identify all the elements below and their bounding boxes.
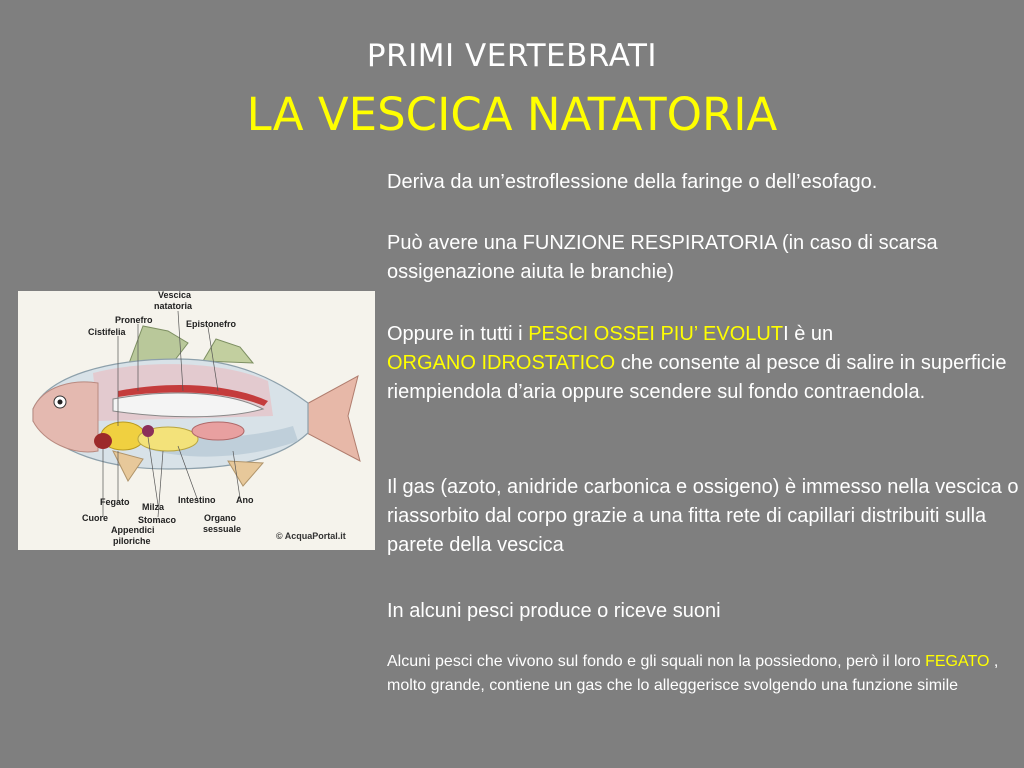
highlight-hydrostatic-organ: ORGANO IDROSTATICO [387,352,616,374]
fish-pupil [58,400,63,405]
gonad-organ [192,422,244,440]
hydrostatic-text-c: I è un [783,323,834,345]
label-vescica-1: Vescica [158,291,192,300]
tail-fin [303,376,360,461]
highlight-fegato: FEGATO [925,653,990,670]
slide-subtitle: LA VESCICA NATATORIA [246,88,778,141]
label-epistonefro: Epistonefro [186,319,237,329]
fish-head [33,382,98,452]
label-appendici-1: Appendici [111,525,155,535]
heart-organ [94,433,112,449]
hydrostatic-text-a: Oppure in tutti i [387,323,529,345]
label-appendici-2: piloriche [113,536,151,546]
paragraph-sounds: In alcuni pesci produce o riceve suoni [387,600,721,622]
label-stomaco: Stomaco [138,515,177,525]
slide-title: PRIMI VERTEBRATI [366,38,658,74]
label-cistifelia: Cistifelia [88,327,126,337]
label-cuore: Cuore [82,513,109,523]
hydrostatic-text-e: che consente al pesce di salire in superficie riempiendola d’aria oppure scendere sul fondo contraendola. [387,352,1007,403]
paragraph-gas: Il gas (azoto, anidride carbonica e ossigeno) è immesso nella vescica o riassorbito dal corpo grazie a una fitta rete di capillari distribuiti sulla parete della vescica [387,476,1019,556]
fish-anatomy-figure [18,291,375,550]
anal-fin [228,461,263,486]
liver-text-a: Alcuni pesci che vivono sul fondo e gli squali non la possiedono, però il loro [387,653,926,670]
label-fegato: Fegato [100,497,130,507]
paragraph-respiratory: Può avere una FUNZIONE RESPIRATORIA (in caso di scarsa ossigenazione aiuta le branchie) [387,232,938,283]
label-intestino: Intestino [178,495,216,505]
label-organo-2: sessuale [203,524,242,534]
fish-anatomy-illustration [18,291,375,550]
paragraph-liver [387,650,1021,698]
figure-credit: © AcquaPortal.it [276,531,346,541]
liver-text-c: , molto grande, contiene un gas che lo alleggerisce svolgendo una funzione simile [387,653,999,694]
label-pronefro: Pronefro [115,315,153,325]
paragraph-hydrostatic [387,320,1021,407]
label-organo-1: Organo [204,513,237,523]
label-ano: Ano [236,495,254,505]
spleen-organ [142,425,154,437]
paragraph-origin: Deriva da un’estroflessione della faringe o dell’esofago. [387,171,878,193]
highlight-bony-fish: PESCI OSSEI PIU’ EVOLUT [528,323,784,345]
label-milza: Milza [142,502,165,512]
label-vescica-2: natatoria [154,301,193,311]
